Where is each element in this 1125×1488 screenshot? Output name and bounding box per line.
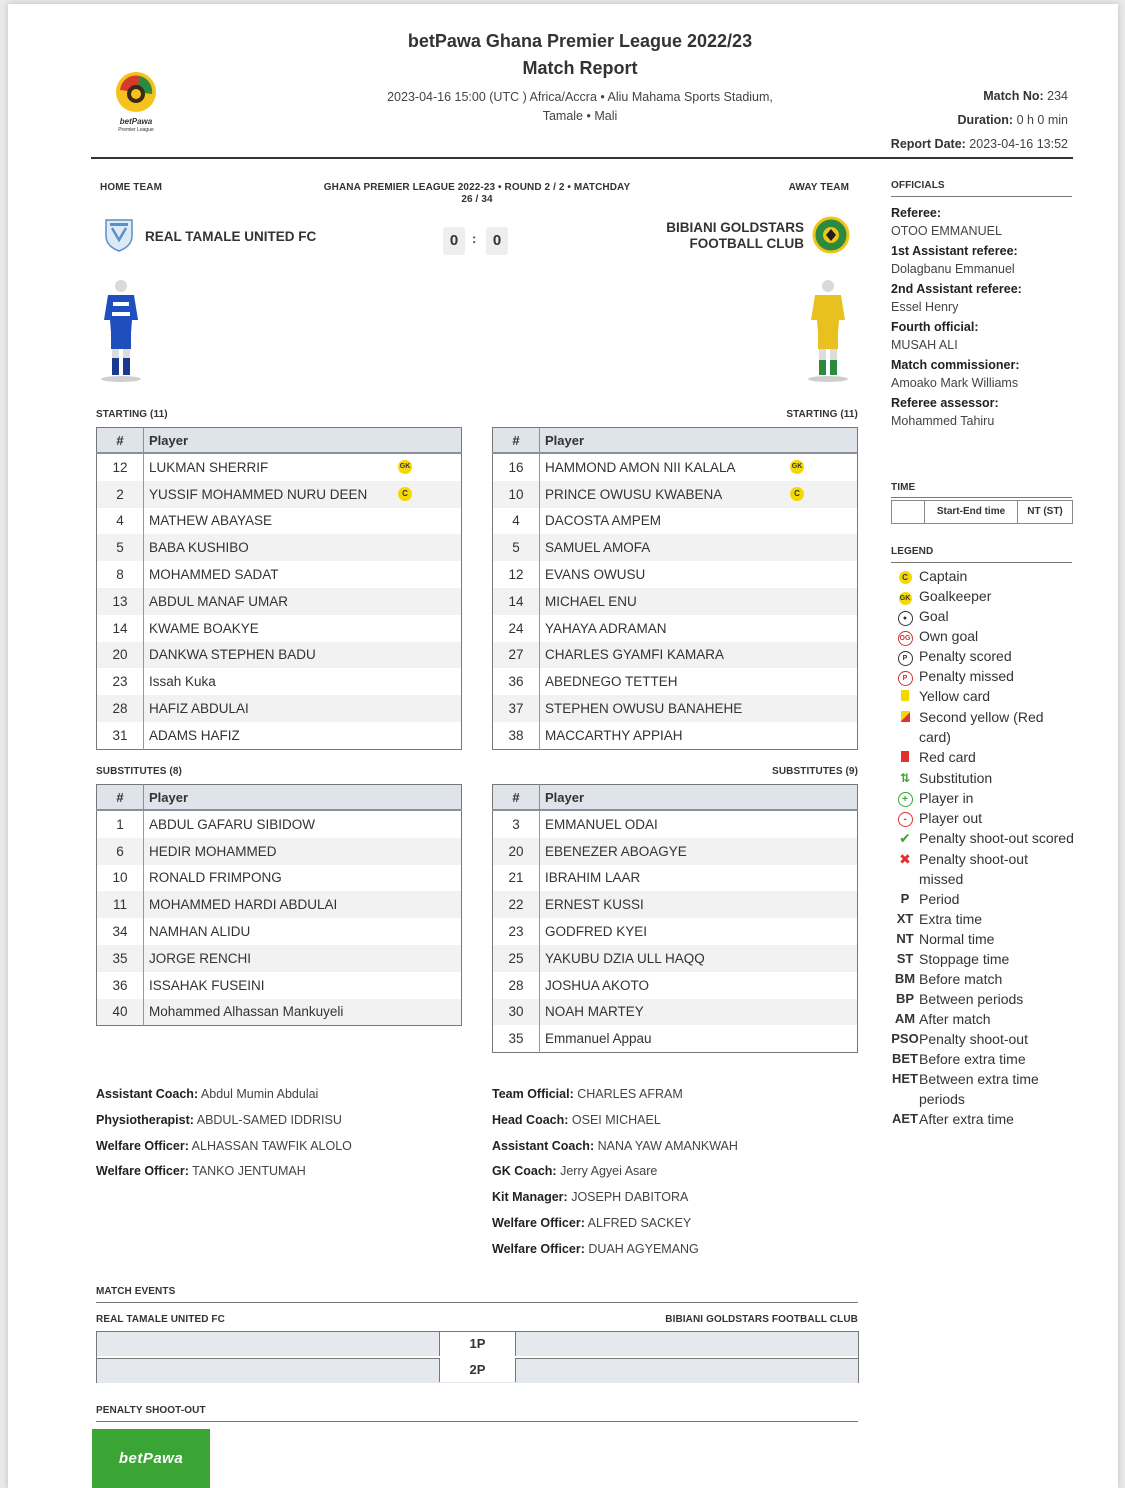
player-number: 10 — [97, 865, 144, 892]
legend-item — [891, 646, 1076, 666]
legend-abbrev: BM — [894, 971, 916, 986]
official-name: OTOO EMMANUEL — [891, 224, 1002, 238]
penalty-scored-icon: P — [891, 646, 919, 666]
legend-item — [891, 808, 1076, 828]
sponsor-logo: betPawa — [92, 1429, 210, 1488]
staff-entry: Kit Manager: JOSEPH DABITORA — [492, 1190, 689, 1205]
staff-entry: Assistant Coach: NANA YAW AMANKWAH — [492, 1138, 738, 1153]
table-row — [493, 865, 858, 892]
goalkeeper-badge-icon: GK — [790, 460, 804, 474]
player-name: EBENEZER ABOAGYE — [545, 843, 687, 859]
table-row — [493, 453, 858, 481]
legend-item — [891, 707, 1076, 747]
match-number: 234 — [1047, 89, 1068, 103]
legend-item — [891, 889, 1076, 909]
home-kit-icon — [98, 278, 144, 384]
legend-abbrev: XT — [896, 911, 914, 926]
legend-label: Player out — [919, 810, 983, 826]
player-name: NAMHAN ALIDU — [149, 924, 251, 940]
player-number: 12 — [97, 453, 144, 481]
away-team-label: AWAY TEAM — [788, 182, 849, 193]
legend-abbrev: ST — [896, 951, 914, 966]
legend-abbrev: BET — [892, 1051, 918, 1066]
legend-item — [891, 909, 1076, 929]
player-name: ABDUL MANAF UMAR — [149, 593, 289, 609]
staff-entry: GK Coach: Jerry Agyei Asare — [492, 1164, 658, 1179]
officials-list — [891, 200, 1076, 428]
home-staff-list — [96, 1082, 352, 1185]
legend-label: Yellow card — [919, 688, 991, 704]
away-starting-table: # Player 16 HAMMOND AMON NII KALALA GK 10 PRINCE OWUSU KWABENA C 4 DACOSTA AMPEM 5 SAMUEL AMOFA 12 EVANS OWUSU 14 MICHAEL ENU 24 YAHAYA ADRAMAN 27 CHARLES GYAMFI KAMARA 36 ABEDNEGO TETTEH 37 STEPHEN OWUSU BANAHEHE 38 MACCARTHY APPIAH — [492, 427, 858, 750]
svg-text:Premier League: Premier League — [118, 127, 154, 133]
table-row — [493, 810, 858, 838]
legend-label: Normal time — [919, 931, 995, 947]
player-name: Emmanuel Appau — [545, 1031, 652, 1047]
table-row — [97, 999, 462, 1026]
staff-entry: Head Coach: OSEI MICHAEL — [492, 1112, 661, 1127]
official-role: 2nd Assistant referee: — [891, 282, 1022, 296]
legend-label: Own goal — [919, 628, 979, 644]
player-number: 5 — [97, 534, 144, 561]
player-name: EMMANUEL ODAI — [545, 816, 658, 832]
table-row — [493, 534, 858, 561]
legend-label: Penalty scored — [919, 648, 1012, 664]
own-goal-icon: OG — [891, 626, 919, 646]
match-meta: Match No: 234 Duration: 0 h 0 min Report Date: 2023-04-16 13:52 — [890, 89, 1068, 151]
player-name: YAHAYA ADRAMAN — [545, 620, 667, 636]
time-table: Start-End time NT (ST) — [891, 500, 1073, 524]
player-number: 4 — [97, 508, 144, 535]
legend-label: Before match — [919, 971, 1003, 987]
captain-icon: C — [891, 566, 919, 586]
player-number: 24 — [493, 615, 540, 642]
legend-label: Substitution — [919, 770, 993, 786]
period-1p: 1P — [439, 1332, 516, 1356]
league-logo — [110, 70, 162, 136]
yellow-card-icon — [891, 686, 919, 707]
player-number: 28 — [97, 695, 144, 722]
second-yellow-icon — [891, 707, 919, 728]
player-name: DANKWA STEPHEN BADU — [149, 647, 316, 663]
player-name: MACCARTHY APPIAH — [545, 727, 683, 743]
legend-item — [891, 1049, 1076, 1069]
legend-item — [891, 788, 1076, 808]
legend-label: Stoppage time — [919, 951, 1010, 967]
legend-abbrev: PSO — [891, 1031, 919, 1046]
legend-abbrev: NT — [896, 931, 914, 946]
home-team-name: REAL TAMALE UNITED FC — [145, 229, 317, 244]
legend-abbrev: BP — [895, 991, 915, 1006]
penalty-shootout-heading: PENALTY SHOOT-OUT — [96, 1405, 206, 1416]
time-divider — [891, 497, 1072, 498]
player-name: MATHEW ABAYASE — [149, 513, 273, 529]
player-number: 20 — [97, 642, 144, 669]
player-name: KWAME BOAKYE — [149, 620, 259, 636]
legend-item — [891, 989, 1076, 1009]
svg-text:betPawa: betPawa — [119, 117, 153, 126]
player-name: MICHAEL ENU — [545, 593, 637, 609]
legend-item — [891, 586, 1076, 606]
legend-label: After match — [919, 1011, 991, 1027]
legend-item — [891, 1109, 1076, 1129]
table-row — [97, 972, 462, 999]
table-row — [493, 642, 858, 669]
table-row — [97, 588, 462, 615]
shootout-scored-icon: ✔ — [899, 830, 911, 846]
staff-entry: Welfare Officer: TANKO JENTUMAH — [96, 1164, 306, 1179]
player-name: HAFIZ ABDULAI — [149, 701, 249, 717]
legend-item — [891, 1029, 1076, 1049]
legend-label: Between extra time periods — [919, 1071, 1039, 1107]
player-number: 35 — [97, 945, 144, 972]
report-subtitle: Match Report — [522, 58, 638, 78]
player-name: Issah Kuka — [149, 674, 216, 690]
player-number: 22 — [493, 891, 540, 918]
legend-item — [891, 566, 1076, 586]
player-name: ABDUL GAFARU SIBIDOW — [149, 816, 316, 832]
table-row — [97, 561, 462, 588]
legend-abbrev: AET — [892, 1111, 918, 1126]
away-team-crest — [812, 216, 850, 254]
table-row — [493, 481, 858, 508]
table-row — [493, 508, 858, 535]
player-name: JOSHUA AKOTO — [545, 977, 650, 993]
table-row — [493, 695, 858, 722]
away-score: 0 — [486, 227, 508, 255]
player-number: 36 — [97, 972, 144, 999]
staff-entry: Welfare Officer: ALFRED SACKEY — [492, 1215, 692, 1230]
player-number: 27 — [493, 642, 540, 669]
legend-abbrev: P — [900, 891, 910, 906]
officials-divider — [891, 196, 1072, 197]
table-row — [97, 891, 462, 918]
player-number: 5 — [493, 534, 540, 561]
table-row — [493, 999, 858, 1026]
match-duration: 0 h 0 min — [1016, 113, 1068, 127]
player-name: PRINCE OWUSU KWABENA — [545, 486, 723, 502]
player-number: 13 — [97, 588, 144, 615]
player-number: 3 — [493, 810, 540, 838]
match-events-heading: MATCH EVENTS — [96, 1286, 176, 1297]
legend-item — [891, 626, 1076, 646]
legend-label: Red card — [919, 749, 976, 765]
staff-entry: Physiotherapist: ABDUL-SAMED IDDRISU — [96, 1112, 342, 1127]
player-number: 23 — [97, 668, 144, 695]
legend-label: Goalkeeper — [919, 588, 992, 604]
legend-label: Extra time — [919, 911, 983, 927]
captain-badge-icon: C — [398, 487, 412, 501]
legend-item — [891, 606, 1076, 626]
away-team-name: BIBIANI GOLDSTARS FOOTBALL CLUB — [666, 220, 804, 251]
official-role: Referee assessor: — [891, 396, 999, 410]
table-row — [97, 695, 462, 722]
player-number: 21 — [493, 865, 540, 892]
player-number: 30 — [493, 999, 540, 1026]
player-number: 36 — [493, 668, 540, 695]
table-row — [97, 615, 462, 642]
player-number: 25 — [493, 945, 540, 972]
player-in-icon: + — [891, 788, 919, 808]
player-number: 38 — [493, 722, 540, 749]
player-number: 16 — [493, 453, 540, 481]
table-row — [97, 945, 462, 972]
player-number: 14 — [97, 615, 144, 642]
goalkeeper-icon: GK — [891, 586, 919, 606]
table-row — [493, 615, 858, 642]
player-number: 31 — [97, 722, 144, 749]
events-away-team: BIBIANI GOLDSTARS FOOTBALL CLUB — [665, 1314, 858, 1325]
legend-item — [891, 949, 1076, 969]
table-row — [493, 588, 858, 615]
table-row — [97, 642, 462, 669]
legend-item — [891, 686, 1076, 707]
staff-entry: Welfare Officer: ALHASSAN TAWFIK ALOLO — [96, 1138, 352, 1153]
player-number: 23 — [493, 918, 540, 945]
goal-icon: ● — [891, 606, 919, 626]
player-number: 34 — [97, 918, 144, 945]
table-row — [97, 838, 462, 865]
home-score: 0 — [443, 227, 465, 255]
legend-item — [891, 1069, 1076, 1109]
player-name: YUSSIF MOHAMMED NURU DEEN — [149, 486, 368, 502]
official-role: Fourth official: — [891, 320, 979, 334]
table-row — [97, 918, 462, 945]
legend-label: Between periods — [919, 991, 1024, 1007]
legend-item — [891, 849, 1076, 889]
player-name: ADAMS HAFIZ — [149, 727, 240, 743]
home-subs-table: # Player 1 ABDUL GAFARU SIBIDOW 6 HEDIR MOHAMMED 10 RONALD FRIMPONG 11 MOHAMMED HARDI ABDULAI 34 NAMHAN ALIDU 35 JORGE RENCHI 36 ISSAHAK FUSEINI 40 Mohammed Alhassan Mankuyeli — [96, 784, 462, 1026]
legend-item — [891, 828, 1076, 849]
events-divider — [96, 1302, 858, 1303]
player-name: ERNEST KUSSI — [545, 897, 644, 913]
events-home-team: REAL TAMALE UNITED FC — [96, 1314, 225, 1325]
player-number: 8 — [97, 561, 144, 588]
legend-item — [891, 1009, 1076, 1029]
competition-round: GHANA PREMIER LEAGUE 2022-23 • ROUND 2 / 2 • MATCHDAY 26 / 34 — [323, 182, 631, 205]
staff-entry: Welfare Officer: DUAH AGYEMANG — [492, 1241, 699, 1256]
player-name: CHARLES GYAMFI KAMARA — [545, 647, 725, 663]
away-subs-label: SUBSTITUTES (9) — [772, 766, 858, 777]
player-number: 37 — [493, 695, 540, 722]
player-name: STEPHEN OWUSU BANAHEHE — [545, 701, 743, 717]
player-name: JORGE RENCHI — [149, 950, 252, 966]
legend-label: Second yellow (Red card) — [919, 709, 1044, 745]
table-row — [97, 865, 462, 892]
legend-label: Player in — [919, 790, 974, 806]
table-row — [493, 561, 858, 588]
player-name: BABA KUSHIBO — [149, 540, 249, 556]
match-events-table — [96, 1331, 859, 1383]
player-name: EVANS OWUSU — [545, 567, 646, 583]
table-row — [493, 722, 858, 749]
player-name: NOAH MARTEY — [545, 1004, 644, 1020]
staff-entry: Assistant Coach: Abdul Mumin Abdulai — [96, 1087, 319, 1101]
table-row — [97, 534, 462, 561]
home-team-crest — [104, 218, 134, 252]
player-name: RONALD FRIMPONG — [149, 870, 282, 886]
player-number: 4 — [493, 508, 540, 535]
table-row — [493, 945, 858, 972]
official-name: MUSAH ALI — [891, 338, 958, 352]
officials-heading: OFFICIALS — [891, 180, 945, 191]
legend-label: Before extra time — [919, 1051, 1026, 1067]
legend-list — [891, 566, 1076, 1129]
legend-label: Penalty shoot-out missed — [919, 851, 1028, 887]
official-name: Essel Henry — [891, 300, 959, 314]
player-number: 10 — [493, 481, 540, 508]
legend-item — [891, 969, 1076, 989]
player-out-icon: - — [891, 808, 919, 828]
table-row — [493, 891, 858, 918]
player-name: DACOSTA AMPEM — [545, 513, 662, 529]
table-row — [97, 508, 462, 535]
player-number: 20 — [493, 838, 540, 865]
captain-badge-icon: C — [790, 487, 804, 501]
legend-item — [891, 666, 1076, 686]
away-staff-list — [492, 1082, 738, 1263]
table-row — [97, 453, 462, 481]
penalty-divider — [96, 1421, 858, 1422]
table-row — [97, 481, 462, 508]
player-name: SAMUEL AMOFA — [545, 540, 651, 556]
report-date: 2023-04-16 13:52 — [969, 137, 1068, 151]
player-name: ISSAHAK FUSEINI — [149, 977, 265, 993]
official-name: Dolagbanu Emmanuel — [891, 262, 1015, 276]
legend-item — [891, 929, 1076, 949]
home-subs-label: SUBSTITUTES (8) — [96, 766, 182, 777]
player-number: 35 — [493, 1025, 540, 1052]
period-2p: 2P — [439, 1358, 516, 1382]
player-number: 11 — [97, 891, 144, 918]
legend-label: Penalty shoot-out scored — [919, 830, 1074, 846]
player-name: ABEDNEGO TETTEH — [545, 674, 678, 690]
official-role: 1st Assistant referee: — [891, 244, 1018, 258]
legend-label: Goal — [919, 608, 949, 624]
legend-abbrev: HET — [892, 1071, 918, 1086]
player-name: GODFRED KYEI — [545, 924, 648, 940]
player-number: 28 — [493, 972, 540, 999]
table-row — [97, 722, 462, 749]
table-row — [493, 972, 858, 999]
player-number: 40 — [97, 999, 144, 1026]
player-name: YAKUBU DZIA ULL HAQQ — [545, 950, 705, 966]
away-subs-table: # Player 3 EMMANUEL ODAI 20 EBENEZER ABOAGYE 21 IBRAHIM LAAR 22 ERNEST KUSSI 23 GODFRED KYEI 25 YAKUBU DZIA ULL HAQQ 28 JOSHUA AKOTO 30 NOAH MARTEY 35 Emmanuel Appau — [492, 784, 858, 1053]
score-separator: : — [472, 231, 477, 246]
staff-entry: Team Official: CHARLES AFRAM — [492, 1087, 683, 1101]
away-starting-label: STARTING (11) — [786, 409, 858, 420]
player-name: IBRAHIM LAAR — [545, 870, 641, 886]
home-starting-table: # Player 12 LUKMAN SHERRIF GK 2 YUSSIF MOHAMMED NURU DEEN C 4 MATHEW ABAYASE 5 BABA KUSHIBO 8 MOHAMMED SADAT 13 ABDUL MANAF UMAR 14 KWAME BOAKYE 20 DANKWA STEPHEN BADU 23 Issah Kuka 28 HAFIZ ABDULAI 31 ADAMS HAFIZ — [96, 427, 462, 750]
player-name: MOHAMMED SADAT — [149, 567, 279, 583]
penalty-missed-icon: P — [891, 666, 919, 686]
goalkeeper-badge-icon: GK — [398, 460, 412, 474]
home-starting-label: STARTING (11) — [96, 409, 168, 420]
legend-item — [891, 747, 1076, 768]
player-number: 12 — [493, 561, 540, 588]
legend-label: Captain — [919, 568, 968, 584]
player-number: 2 — [97, 481, 144, 508]
official-name: Mohammed Tahiru — [891, 414, 995, 428]
table-row — [493, 668, 858, 695]
report-title: betPawa Ghana Premier League 2022/23 — [407, 31, 753, 51]
red-card-icon — [891, 747, 919, 768]
table-row — [97, 668, 462, 695]
table-row — [493, 1025, 858, 1052]
player-name: Mohammed Alhassan Mankuyeli — [149, 1004, 344, 1020]
player-name: LUKMAN SHERRIF — [149, 459, 269, 475]
table-row — [493, 838, 858, 865]
table-row — [97, 810, 462, 838]
header-divider — [91, 157, 1073, 159]
shootout-missed-icon: ✖ — [899, 851, 911, 867]
legend-heading: LEGEND — [891, 546, 934, 557]
official-role: Referee: — [891, 206, 942, 220]
legend-divider — [891, 562, 1072, 563]
official-name: Amoako Mark Williams — [891, 376, 1019, 390]
legend-abbrev: AM — [894, 1011, 916, 1026]
player-name: HEDIR MOHAMMED — [149, 843, 277, 859]
player-number: 1 — [97, 810, 144, 838]
table-row — [493, 918, 858, 945]
player-name: HAMMOND AMON NII KALALA — [545, 459, 736, 475]
player-name: MOHAMMED HARDI ABDULAI — [149, 897, 338, 913]
legend-item — [891, 768, 1076, 788]
away-kit-icon — [805, 278, 851, 384]
legend-label: Penalty shoot-out — [919, 1031, 1028, 1047]
player-number: 6 — [97, 838, 144, 865]
match-datetime-venue: 2023-04-16 15:00 (UTC ) Africa/Accra • Aliu Mahama Sports Stadium, Tamale • Mali — [387, 90, 773, 123]
player-number: 14 — [493, 588, 540, 615]
home-team-label: HOME TEAM — [100, 182, 163, 193]
time-heading: TIME — [891, 482, 916, 493]
substitution-icon: ⇅ — [899, 771, 911, 785]
legend-label: After extra time — [919, 1111, 1014, 1127]
legend-label: Penalty missed — [919, 668, 1014, 684]
official-role: Match commissioner: — [891, 358, 1020, 372]
legend-label: Period — [919, 891, 960, 907]
